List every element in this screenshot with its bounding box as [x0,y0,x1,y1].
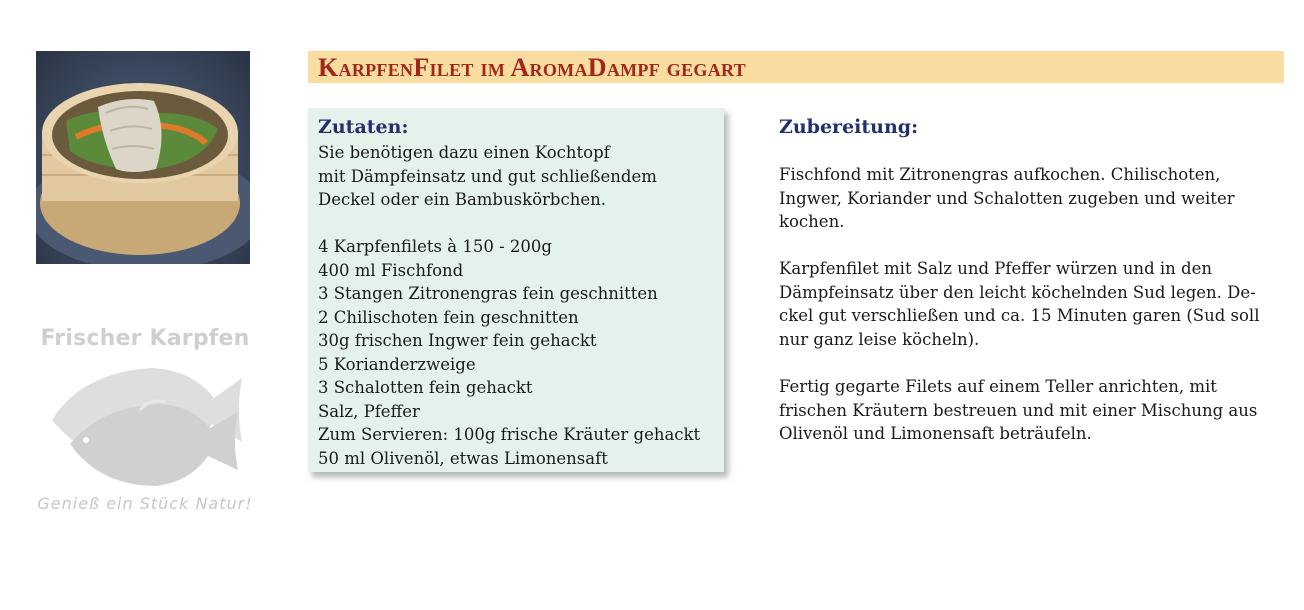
ingredients-intro-line: Deckel oder ein Bambuskörbchen. [318,190,606,209]
preparation-line: frischen Kräutern bestreuen und mit einer Mischung aus [779,400,1258,420]
ingredient-item: 4 Karpfenfilets à 150 - 200g [318,237,552,256]
ingredient-item: 400 ml Fischfond [318,260,464,280]
preparation-paragraph [779,375,1279,446]
steamer-basket-photo [36,51,250,264]
preparation-paragraph [779,163,1279,234]
preparation-line: Olivenöl und Limonensaft beträufeln. [779,424,1092,443]
preparation-line: ckel gut verschließen und ca. 15 Minuten garen (Sud soll [779,306,1260,325]
preparation-line: kochen. [779,212,845,231]
ingredients-intro-line: mit Dämpfeinsatz und gut schließendem [318,166,657,186]
ingredient-item: 5 Korianderzweige [318,354,476,374]
logo-title: Frischer Karpfen [40,326,250,351]
preparation-line: Karpfenfilet mit Salz und Pfeffer würzen und in den [779,259,1212,278]
ingredients-heading: Zutaten: [318,116,409,138]
preparation-heading: Zubereitung: [779,116,919,138]
logo-slogan: Genieß ein Stück Natur! [37,494,253,513]
recipe-title-bar [308,51,1284,83]
ingredients-intro-line: Sie benötigen dazu einen Kochtopf [318,143,610,162]
ingredient-item: 3 Schalotten fein gehackt [318,378,533,397]
brand-logo [30,322,260,522]
preparation-line: nur ganz leise köcheln). [779,329,980,349]
preparation-line: Dämpfeinsatz über den leicht köchelnden Sud legen. De- [779,282,1256,302]
carp-fish-icon [42,358,247,488]
ingredients-box [308,108,724,472]
ingredient-item: Zum Servieren: 100g frische Kräuter gehackt [318,425,701,444]
ingredient-item: Salz, Pfeffer [318,401,420,421]
preparation-line: Fischfond mit Zitronengras aufkochen. Chilischoten, [779,165,1221,184]
ingredient-item: 50 ml Olivenöl, etwas Limonensaft [318,448,608,468]
preparation-line: Fertig gegarte Filets auf einem Teller anrichten, mit [779,377,1217,396]
ingredient-item: 2 Chilischoten fein geschnitten [318,307,579,327]
preparation-line: Ingwer, Koriander und Schalotten zugeben und weiter [779,188,1235,208]
recipe-title: KarpfenFilet im AromaDampf gegart [318,53,746,82]
ingredients-text [318,141,722,470]
ingredient-item: 30g frischen Ingwer fein gehackt [318,331,597,350]
preparation-paragraph [779,257,1279,351]
spacer [318,212,722,236]
recipe-photo [36,51,250,264]
ingredient-item: 3 Stangen Zitronengras fein geschnitten [318,284,658,303]
